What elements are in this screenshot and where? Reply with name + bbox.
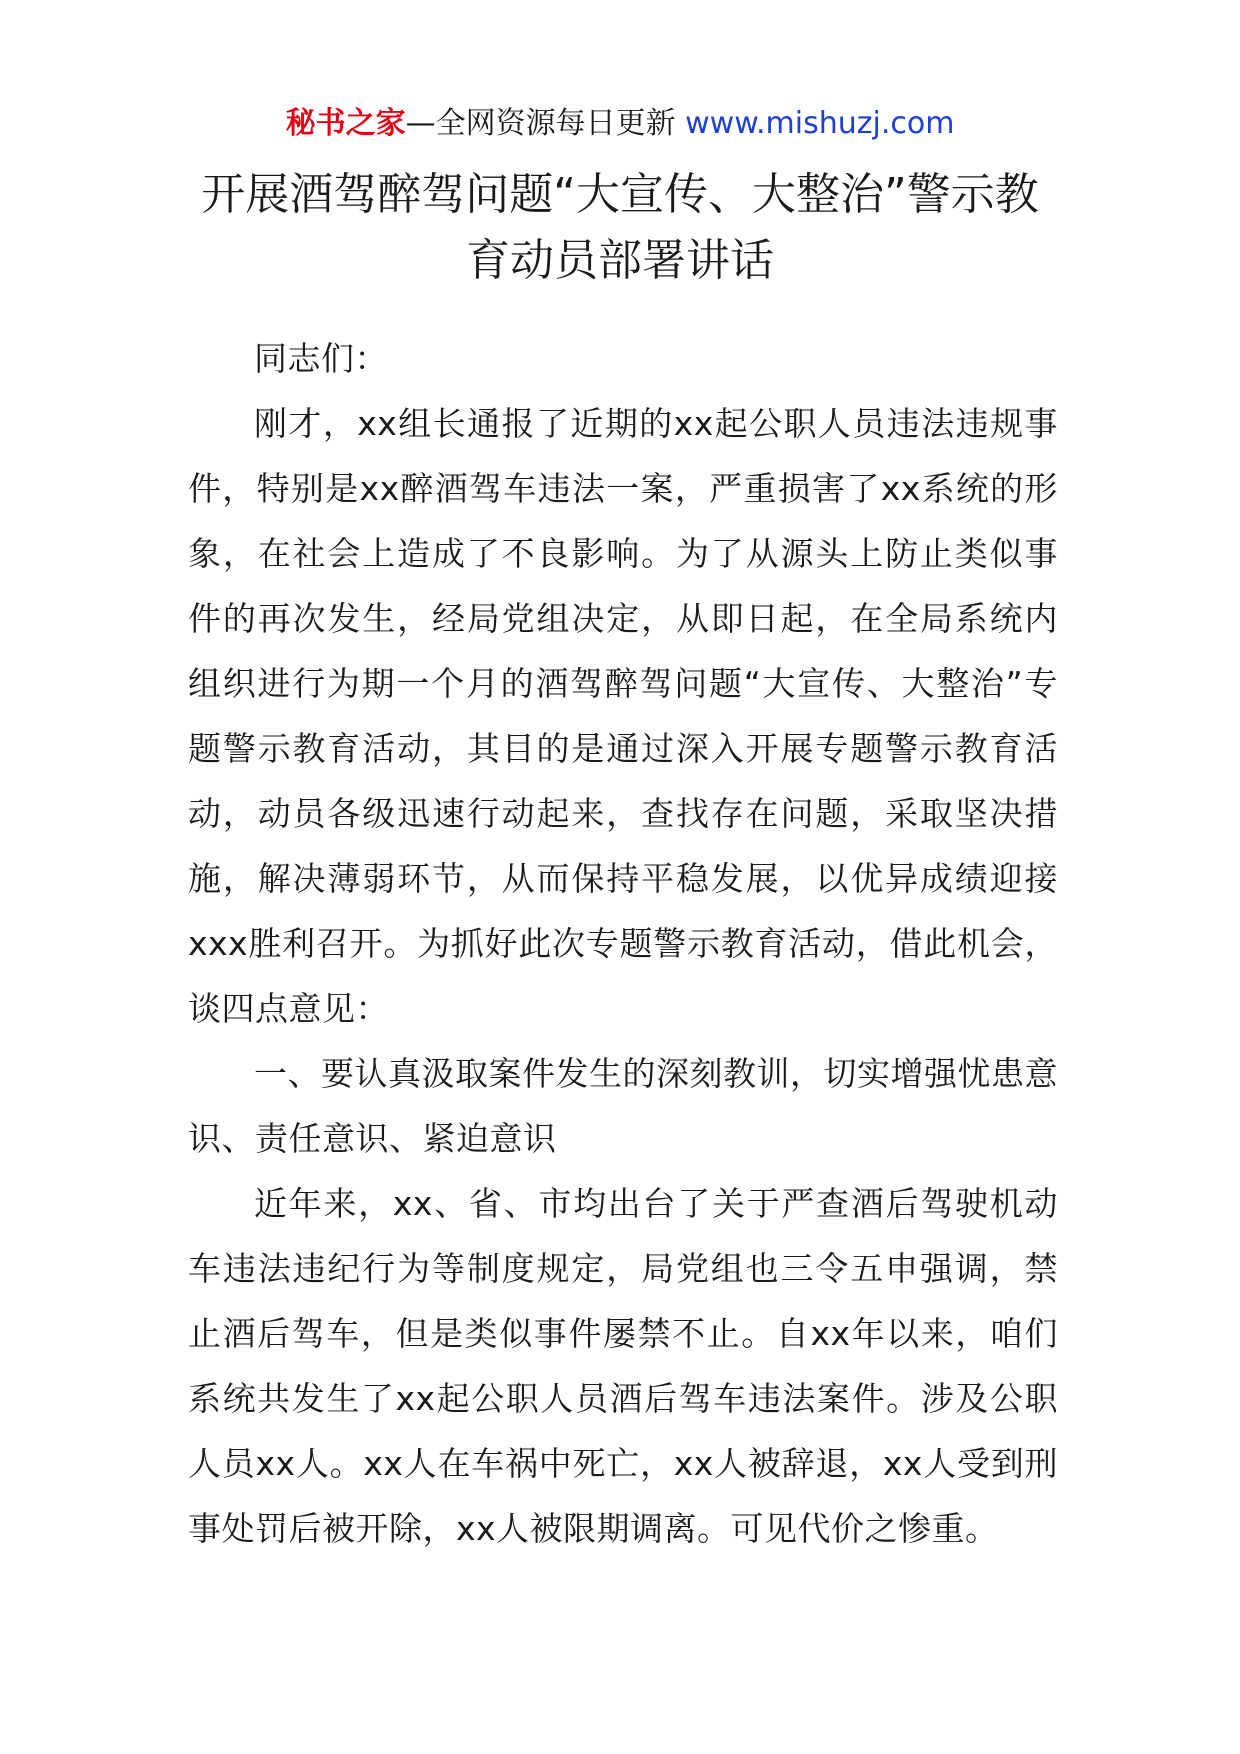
paragraph-section-1: 近年来，xx、省、市均出台了关于严查酒后驾驶机动车违法违纪行为等制度规定，局党组也三令五申强调，禁止酒后驾车，但是类似事件屡禁不止。自xx年以来，咱们系统共发生了xx起公职人员酒后驾车违法案件。涉及公职人员xx人。xx人在车祸中死亡，xx人被辞退，xx人受到刑事处罚后被开除，xx人被限期调离。可见代价之惨重。 xyxy=(188,1184,1058,1548)
salutation: 同志们： xyxy=(254,339,388,378)
document-title: 开展酒驾醉驾问题“大宣传、大整治”警示教育动员部署讲话 xyxy=(201,169,1039,286)
site-brand: 秘书之家 xyxy=(285,106,406,141)
site-tagline: —全网资源每日更新 xyxy=(405,106,676,141)
section-heading-1: 一、要认真汲取案件发生的深刻教训，切实增强忧患意识、责任意识、紧迫意识 xyxy=(188,1054,1058,1158)
site-header xyxy=(0,102,1240,146)
document-body xyxy=(188,326,1058,1561)
site-url-link[interactable]: www.mishuzj.com xyxy=(685,106,955,141)
paragraph-intro: 刚才，xx组长通报了近期的xx起公职人员违法违规事件，特别是xx醉酒驾车违法一案，严重损害了xx系统的形象，在社会上造成了不良影响。为了从源头上防止类似事件的再次发生，经局党组决定，从即日起，在全局系统内组织进行为期一个月的酒驾醉驾问题“大宣传、大整治”专题警示教育活动，其目的是通过深入开展专题警示教育活动，动员各级迅速行动起来，查找存在问题，采取坚决措施，解决薄弱环节，从而保持平稳发展，以优异成绩迎接xxx胜利召开。为抓好此次专题警示教育活动，借此机会，谈四点意见： xyxy=(188,404,1058,1028)
